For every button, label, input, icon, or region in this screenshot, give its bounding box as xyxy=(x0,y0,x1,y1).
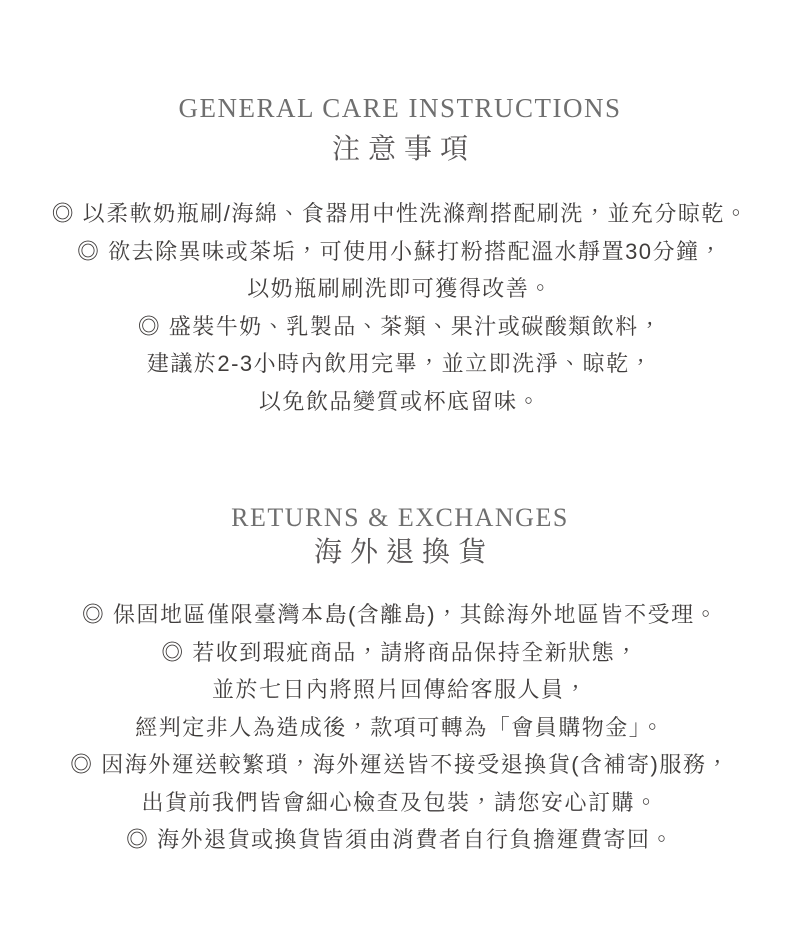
returns-line-7: ◎ 海外退貨或換貨皆須由消費者自行負擔運費寄回。 xyxy=(125,827,675,852)
returns-line-6: 出貨前我們皆會細心檢查及包裝，請您安心訂購。 xyxy=(141,789,659,815)
returns-heading-zh: 海外退換貨 xyxy=(313,536,494,567)
care-line-6: 以免飲品變質或杯底留味。 xyxy=(258,388,541,414)
care-line-4: ◎ 盛裝牛奶、乳製品、茶類、果汁或碳酸類飲料， xyxy=(137,313,663,339)
general-care-heading-zh: 注意事項 xyxy=(331,133,476,164)
general-care-lines xyxy=(0,195,800,420)
returns-line-1: ◎ 保固地區僅限臺灣本島(含離島)，其餘海外地區皆不受理。 xyxy=(81,602,719,627)
care-line-1: ◎ 以柔軟奶瓶刷/海綿、食器用中性洗滌劑搭配刷洗，並充分晾乾。 xyxy=(51,201,749,226)
returns-lines xyxy=(0,596,800,859)
returns-line-5: ◎ 因海外運送較繁瑣，海外運送皆不接受退換貨(含補寄)服務， xyxy=(70,752,730,777)
section-general-care xyxy=(0,95,800,420)
care-line-3: 以奶瓶刷刷洗即可獲得改善。 xyxy=(247,276,553,301)
returns-line-3: 並於七日內將照片回傳給客服人員， xyxy=(211,677,588,702)
returns-line-2: ◎ 若收到瑕疵商品，請將商品保持全新狀態， xyxy=(161,639,639,665)
returns-line-4: 經判定非人為造成後，款項可轉為「會員購物金」。 xyxy=(135,714,665,740)
care-line-2: ◎ 欲去除異味或茶垢，可使用小蘇打粉搭配溫水靜置30分鐘， xyxy=(76,238,724,264)
returns-heading-en: RETURNS & EXCHANGES xyxy=(231,503,569,532)
care-line-5: 建議於2-3小時內飲用完畢，並立即洗淨、晾乾， xyxy=(146,351,654,376)
general-care-heading-en: GENERAL CARE INSTRUCTIONS xyxy=(178,93,622,123)
section-returns-exchanges xyxy=(0,505,800,859)
